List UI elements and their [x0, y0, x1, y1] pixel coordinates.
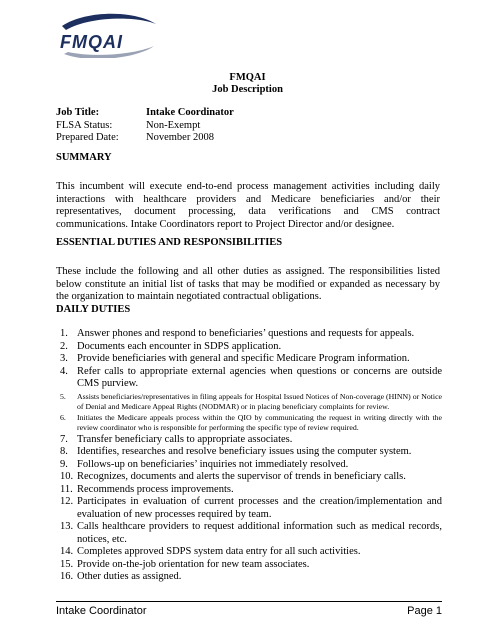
meta-key: Job Title: — [56, 107, 100, 118]
essential-duties-heading: ESSENTIAL DUTIES AND RESPONSIBILITIES — [56, 237, 283, 248]
duty-number: 10. — [60, 471, 74, 482]
duty-number: 12. — [60, 496, 74, 507]
duty-number: 3. — [60, 353, 68, 364]
page-footer — [56, 605, 442, 617]
duty-text: Participates in evaluation of current processes and the creation/implementation and evaluation of new processes required by team. — [77, 496, 442, 520]
meta-key: FLSA Status: — [56, 119, 113, 131]
duty-item — [56, 341, 442, 354]
duty-item — [56, 366, 442, 391]
duty-item — [56, 521, 442, 546]
duty-number: 5. — [60, 391, 66, 401]
footer-page-number: Page 1 — [407, 605, 442, 617]
duty-item — [56, 559, 442, 572]
duty-item — [56, 353, 442, 366]
footer-divider — [56, 601, 442, 602]
duty-text: Recommends process improvements. — [77, 483, 234, 495]
daily-duties-heading: DAILY DUTIES — [56, 304, 131, 315]
meta-prepared-date — [56, 132, 234, 145]
fmqai-logo — [56, 12, 160, 58]
duty-text: Provide on-the-job orientation for new team associates. — [77, 558, 310, 570]
duty-item — [56, 434, 442, 447]
meta-value: Non-Exempt — [146, 119, 201, 131]
summary-heading: SUMMARY — [56, 152, 112, 163]
duty-item — [56, 392, 442, 412]
essential-duties-text: These include the following and all other duties as assigned. The responsibilities listed below constitute an initial list of tasks that may be modified or expanded as necessary by the organization to maintain negotiated contractual obligations. — [56, 266, 440, 302]
duty-number: 11. — [60, 483, 73, 495]
duty-text: Transfer beneficiary calls to appropriate associates. — [77, 433, 293, 445]
duty-text: Calls healthcare providers to request additional information such as medical records, notices, etc. — [77, 521, 442, 545]
summary-text: This incumbent will execute end-to-end process management activities including daily interactions with healthcare providers and Medicare beneficiaries and/or their representatives, document processing, data verifications and CMS contract communications. Intake Coordinators report to Project Director and/or designee. — [56, 181, 440, 230]
duty-number: 4. — [60, 365, 68, 377]
duty-text: Completes approved SDPS system data entry for all such activities. — [77, 546, 361, 557]
meta-value: November 2008 — [146, 132, 214, 143]
logo-wordmark: FMQAI — [60, 32, 123, 52]
duty-number: 13. — [60, 521, 74, 532]
doc-type-title: Job Description — [212, 84, 283, 95]
duty-number: 14. — [60, 546, 74, 557]
duty-text: Documents each encounter in SDPS application. — [77, 340, 282, 352]
duty-number: 8. — [60, 446, 68, 457]
duty-number: 16. — [60, 571, 74, 582]
duty-text: Assists beneficiaries/representatives in filing appeals for Hospital Issued Notices of Non-coverage (HINN) or Notice of Denial and Medicare Appeal Rights (NODMAR) or in placing beneficiary complaints for review. — [77, 391, 442, 411]
meta-value: Intake Coordinator — [146, 107, 234, 118]
org-title: FMQAI — [229, 72, 266, 83]
meta-flsa-status — [56, 120, 234, 133]
meta-job-title — [56, 107, 234, 120]
duty-text: Answer phones and respond to beneficiaries’ questions and requests for appeals. — [77, 328, 415, 339]
duty-text: Recognizes, documents and alerts the supervisor of trends in beneficiary calls. — [77, 471, 406, 482]
duty-number: 2. — [60, 340, 68, 352]
duty-item — [56, 484, 442, 497]
duty-item — [56, 471, 442, 484]
duty-text: Other duties as assigned. — [77, 571, 182, 582]
duty-item — [56, 546, 442, 559]
duty-text: Identifies, researches and resolve beneficiary issues using the computer system. — [77, 446, 412, 457]
duty-item — [56, 496, 442, 521]
duty-number: 7. — [60, 433, 68, 445]
duty-item — [56, 413, 442, 433]
duty-text: Refer calls to appropriate external agencies when questions or concerns are outside CMS purview. — [77, 365, 442, 389]
daily-duties-list — [56, 328, 442, 584]
meta-key: Prepared Date: — [56, 132, 119, 143]
duty-number: 1. — [60, 328, 68, 339]
footer-doc-title: Intake Coordinator — [56, 605, 147, 617]
duty-text: Provide beneficiaries with general and specific Medicare Program information. — [77, 353, 410, 364]
duty-item — [56, 446, 442, 459]
duty-text: Follows-up on beneficiaries’ inquiries not immediately resolved. — [77, 458, 349, 470]
duty-item — [56, 328, 442, 341]
duty-number: 9. — [60, 458, 68, 470]
duty-number: 6. — [60, 412, 66, 422]
meta-block — [56, 107, 234, 145]
duty-item — [56, 571, 442, 584]
duty-number: 15. — [60, 558, 74, 570]
duty-text: Initiates the Medicare appeals process within the QIO by communicating the request in writing directly with the review coordinator who is responsible for performing the specific type of review required. — [77, 412, 442, 432]
duty-item — [56, 459, 442, 472]
